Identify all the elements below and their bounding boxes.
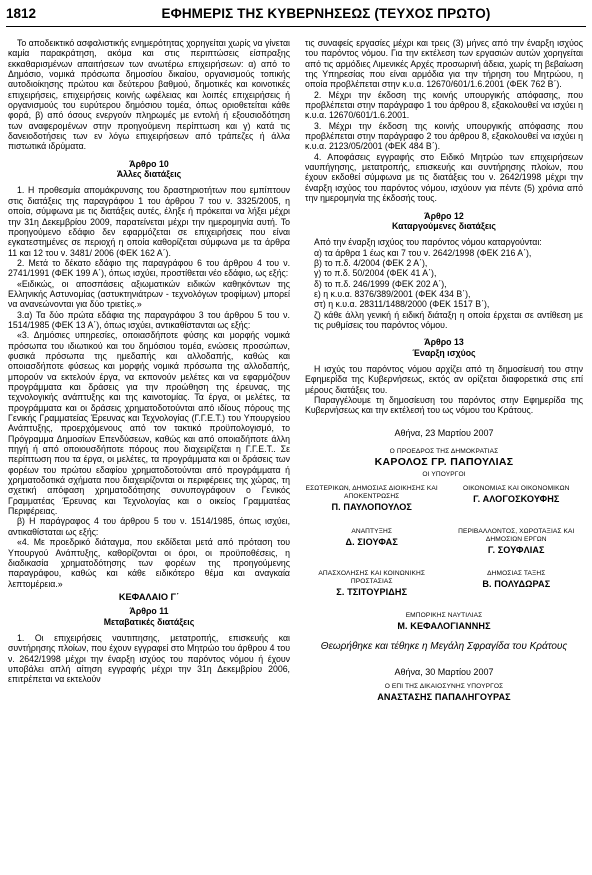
justice-minister-role: Ο ΕΠΙ ΤΗΣ ΔΙΚΑΙΟΣΥΝΗΣ ΥΠΟΥΡΓΟΣ [384,683,504,691]
ministers-row [305,570,583,606]
ministers-row [305,485,583,521]
gazette-title: ΕΦΗΜΕΡΙΣ ΤΗΣ ΚΥΒΕΡΝΗΣΕΩΣ (ΤΕΥΧΟΣ ΠΡΩΤΟ) [161,6,491,21]
article-10-paragraph-1: 1. Η προθεσμία απομάκρυνσης του δραστηριοτήτων που εμπίπτουν στις διατάξεις της παραγράφου 1 του άρθρου 7 του ν. 3325/2005, η οποία, σύμφωνα με τις διατάξεις αυτές, έληξε ή πρόκειται να λήξει μέχρι την 31η Δεκεμβρίου 2009, παρατείνεται μέχρι την ημερομηνία αυτή. Το προηγούμενο εδάφιο δεν εφαρμόζεται σε επιχειρήσεις που είναι εγκατεστημένες σε περιοχή η οποία καθορίζεται σύμφωνα με τα άρθρα 11 και 12 του ν. 3481/ 2006 (ΦΕΚ 162 Α΄). [8,185,290,258]
article-10-paragraph-3b-quote: «4. Με προεδρικό διάταγμα, που εκδίδεται μετά από πρόταση του Υπουργού Ανάπτυξης, καθορίζονται οι όροι, οι προϋποθέσεις, η διαδικασία χρηματοδότησης των φορέων της προηγούμενης παραγράφου, καθώς και κάθε ειδικότερο θέμα και αναγκαία λεπτομέρεια.» [8,537,290,589]
seal-date: Αθήνα, 30 Μαρτίου 2007 [394,667,494,678]
minister-name: Β. ΠΟΛΥΔΩΡΑΣ [482,579,551,590]
article-11-heading: Άρθρο 11 [129,606,169,617]
minister-signature [450,570,583,606]
minister-signature [305,528,438,564]
article-11-paragraph-2: 2. Μέχρι την έκδοση της κοινής υπουργικής απόφασης, που προβλέπεται στην παράγραφο 1 του άρθρου 8, εξακολουθεί να ισχύει η κ.υ.α. 12670/601/1.6.2001. [305,89,583,121]
list-item: στ) η κ.υ.α. 28311/1488/2000 (ΦΕΚ 1517 Β΄), [314,299,490,310]
minister-signature [450,528,583,564]
article-10-paragraph-2-quote: «Ειδικώς, οι αποσπάσεις αξιωματικών ειδικών καθηκόντων της Ελληνικής Αστυνομίας (αστυκτηνιάτρων - τεχνολόγων τροφίμων) μπορεί να ανανεώνονται για δύο τριετίες.» [8,278,290,310]
minister-name: Σ. ΤΣΙΤΟΥΡΙΔΗΣ [336,587,408,598]
chapter-heading: ΚΕΦΑΛΑΙΟ Γ΄ [118,591,180,602]
article-11-paragraph-1: 1. Οι επιχειρήσεις ναυτιπησης, μετατροπής, επισκευής και συντήρησης πλοίων, που έχουν εγγραφεί στο Μητρώο του άρθρου 4 του ν. 2642/1998 μέχρι την έναρξη ισχύος του παρόντος νόμου ή έχουν υποβάλει απλή αίτηση εγγραφής μέχρι την 31η Δεκεμβρίου 2006, επιτρέπεται να εκτελούν [8,632,290,685]
list-item: γ) το π.δ. 50/2004 (ΦΕΚ 41 Α΄), [314,268,437,279]
article-10-paragraph-3a-quote: «3. Δημόσιες υπηρεσίες, οποιασδήποτε φύσης και μορφής νομικά πρόσωπα του ιδιωτικού και του δημόσιου τομέα, ενώσεις προσώπων, φυσικά πρόσωπα της ημεδαπής και αλλοδαπής, καθώς και οποιασδήποτε φύσεως και μορφής νομικά πρόσωπα της αλλοδαπής, μπορούν να εκτελούν έργα, να εκπονούν μελέτες και να εφαρμόζουν προγράμματα και δράσεις για την προώθηση της έρευνας, της τεχνολογικής ανάπτυξης και της καινοτομίας. Τα έργα, οι μελέτες, τα προγράμματα και οι δράσεις χρηματοδοτούνται από ιδίους πόρους της Γενικής Γραμματείας Έρευνας και Τεχνολογίας (Γ.Γ.Ε.Τ.) του Υπουργείου Ανάπτυξης, προερχόμενους από τον τακτικό προϋπολογισμό, το Πρόγραμμα Δημοσίων Επενδύσεων, καθώς και από οποιαδήποτε άλλη πηγή ή από οποιουσδήποτε πόρους που διαχειρίζεται η Γ.Γ.Ε.Τ.. Σε περίπτωση που τα έργα, οι μελέτες, τα προγράμματα και οι δράσεις των φορέων του πρώτου εδαφίου χρηματοδοτούνται από προγράμματα ή χρηματοδοτικά σχήματα που διαχειρίζονται οι περιφέρειες της χώρας, τη σχετική απόφαση χρηματοδότησης συνυπογράφουν ο Γενικός Γραμματέας Έρευνας και Τεχνολογίας και ο οικείος Γραμματέας Περιφέρειας. [8,330,290,517]
repealed-provisions-list [305,248,583,331]
justice-minister-name: ΑΝΑΣΤΑΣΗΣ ΠΑΠΑΛΗΓΟΥΡΑΣ [377,692,511,703]
article-12-intro: Από την έναρξη ισχύος του παρόντος νόμου καταργούνται: [314,237,542,248]
minister-signature [450,485,583,521]
president-name: ΚΑΡΟΛΟΣ ΓΡ. ΠΑΠΟΥΛΙΑΣ [374,456,514,469]
minister-name: Μ. ΚΕΦΑΛΟΓΙΑΝΝΗΣ [397,620,491,631]
article-10-paragraph-2: 2. Μετά το δέκατο εδάφιο της παραγράφου 6 του άρθρου 4 του ν. 2741/1991 (ΦΕΚ 199 Α΄), όπως ισχύει, προστίθεται νέο εδάφιο, ως εξής: [8,257,290,279]
minister-name: Γ. ΑΛΟΓΟΣΚΟΥΦΗΣ [473,494,560,505]
article-13-paragraph-2: Παραγγέλουμε τη δημοσίευση του παρόντος στην Εφημερίδα της Κυβερνήσεως και την εκτέλεσή του ως νόμου του Κράτους. [305,395,583,416]
merchant-minister-signature [305,612,583,631]
president-label: Ο ΠΡΟΕΔΡΟΣ ΤΗΣ ΔΗΜΟΚΡΑΤΙΑΣ [389,448,499,456]
minister-name: Δ. ΣΙΟΥΦΑΣ [345,536,398,547]
article-11-paragraph-4: 4. Αποφάσεις εγγραφής στο Ειδικό Μητρώο των επιχειρήσεων ναυπήγησης, μετατροπής, επισκευής και συντήρησης πλοίων, που έχουν εκδοθεί σύμφωνα με τις διατάξεις του ν. 2642/1998 μέχρι την έναρξη ισχύος του παρόντος νόμου, ισχύουν για πέντε (5) χρόνια από την ημερομηνία της έκδοσής τους. [305,151,583,204]
list-item: β) το π.δ. 4/2004 (ΦΕΚ 2 Α΄), [314,257,428,268]
article-10-paragraph-3b: β) Η παράγραφος 4 του άρθρου 5 του ν. 1514/1985, όπως ισχύει, αντικαθίσταται ως εξής: [8,516,290,537]
ministers-row [305,528,583,564]
page-number: 1812 [6,6,37,21]
intro-paragraph: Το αποδεικτικό ασφαλιστικής ενημερότητας χορηγείται χωρίς να γίνεται καμία παρακράτηση, ακόμα και στις περιπτώσεις είσπραξης εκκαθαρισμένων απαιτήσεων των ανωτέρω επιχειρήσεων: α) από το Δημόσιο, νομικά πρόσωπα δημοσίου δικαίου, οργανισμούς τοπικής αυτοδιοίκησης πρώτου και δεύτερου βαθμού, δημοτικές και κοινοτικές επιχειρήσεις, επιχειρήσεις κοινής ωφέλειας και λοιπές επιχειρήσεις ή οργανισμούς του ευρύτερου δημόσιου τομέα, όπως οριοθετείται κάθε φορά, β) από όσους ενεργούν πληρωμές με εντολή ή εξουσιοδότηση των αναφερομένων στην προηγούμενη περίπτωση και γ) κατά τις δανειοδοτήσεις των εν λόγω επιχειρήσεων από τράπεζες ή άλλα πιστωτικά ιδρύματα. [8,38,290,152]
article-12-heading: Άρθρο 12 [424,210,464,221]
minister-role: ΕΣΩΤΕΡΙΚΩΝ, ΔΗΜΟΣΙΑΣ ΔΙΟΙΚΗΣΗΣ ΚΑΙ ΑΠΟΚΕΝΤΡΩΣΗΣ [305,485,438,501]
minister-name: Π. ΠΑΥΛΟΠΟΥΛΟΣ [331,502,412,513]
article-10-heading: Άρθρο 10 [129,158,169,169]
signing-date: Αθήνα, 23 Μαρτίου 2007 [394,427,494,438]
article-11-title: Μεταβατικές διατάξεις [103,616,195,627]
article-12-title: Καταργούμενες διατάξεις [392,220,496,231]
minister-signature [305,570,438,606]
article-13-title: Έναρξη ισχύος [412,347,476,358]
minister-signature [305,485,438,521]
article-10-paragraph-3a: 3.α) Τα δύο πρώτα εδάφια της παραγράφου 3 του άρθρου 5 του ν. 1514/1985 (ΦΕΚ 13 Α΄), όπως ισχύει, αντικαθίστανται ως εξής: [8,309,290,330]
article-13-paragraph-1: Η ισχύς του παρόντος νόμου αρχίζει από τη δημοσίευσή του στην Εφημερίδα της Κυβερνήσεως, εκτός αν ορίζεται διαφορετικά στις επί μέρους διατάξεις του. [305,363,583,395]
page-header [6,4,586,27]
list-item: δ) το π.δ. 246/1999 (ΦΕΚ 202 Α΄), [314,278,447,289]
list-item: ζ) κάθε άλλη γενική ή ειδική διάταξη η οποία έρχεται σε αντίθεση με τις ρυθμίσεις του παρόντος νόμου. [314,309,583,330]
seal-statement: Θεωρήθηκε και τέθηκε η Μεγάλη Σφραγίδα του Κράτους [320,641,568,653]
article-11-continuation: τις συναφείς εργασίες μέχρι και τρεις (3) μήνες από την έναρξη ισχύος του παρόντος νόμου. Για την εκτέλεση των εργασιών αυτών χορηγείται από τις αρμόδιες Λιμενικές Αρχές προσωρινή άδεια, χωρίς τη βεβαίωση της Υπηρεσίας που είναι αρμόδια για την τήρηση του Μητρώου, η οποία προβλέπεται στην κ.υ.α. 12670/601/1.6.2001 (ΦΕΚ 762 Β΄). [305,38,583,90]
ministers-label: ΟΙ ΥΠΟΥΡΓΟΙ [422,471,466,479]
left-column [8,38,290,685]
minister-role: ΑΝΑΠΤΥΞΗΣ [351,527,393,535]
minister-role: ΠΕΡΙΒΑΛΛΟΝΤΟΣ, ΧΩΡΟΤΑΞΙΑΣ ΚΑΙ ΔΗΜΟΣΙΩΝ ΕΡΓΩΝ [458,527,575,543]
minister-role: ΑΠΑΣΧΟΛΗΣΗΣ ΚΑΙ ΚΟΙΝΩΝΙΚΗΣ ΠΡΟΣΤΑΣΙΑΣ [318,570,426,586]
minister-role: ΔΗΜΟΣΙΑΣ ΤΑΞΗΣ [487,570,546,578]
article-13-heading: Άρθρο 13 [424,337,464,348]
article-10-title: Άλλες διατάξεις [116,169,182,180]
minister-role: ΟΙΚΟΝΟΜΙΑΣ ΚΑΙ ΟΙΚΟΝΟΜΙΚΩΝ [463,485,570,493]
right-column [305,38,583,703]
minister-name: Γ. ΣΟΥΦΛΙΑΣ [487,544,545,555]
list-item: α) τα άρθρα 1 έως και 7 του ν. 2642/1998 (ΦΕΚ 216 Α΄), [314,247,532,258]
list-item: ε) η κ.υ.α. 8376/389/2001 (ΦΕΚ 434 Β΄), [314,288,471,299]
minister-role: ΕΜΠΟΡΙΚΗΣ ΝΑΥΤΙΛΙΑΣ [405,611,483,619]
article-11-paragraph-3: 3. Μέχρι την έκδοση της κοινής υπουργικής απόφασης που προβλέπεται στην παράγραφο 2 του άρθρου 8, εξακολουθεί να ισχύει η κ.υ.α. 2123/05/2001 (ΦΕΚ 484 Β΄). [305,120,583,152]
